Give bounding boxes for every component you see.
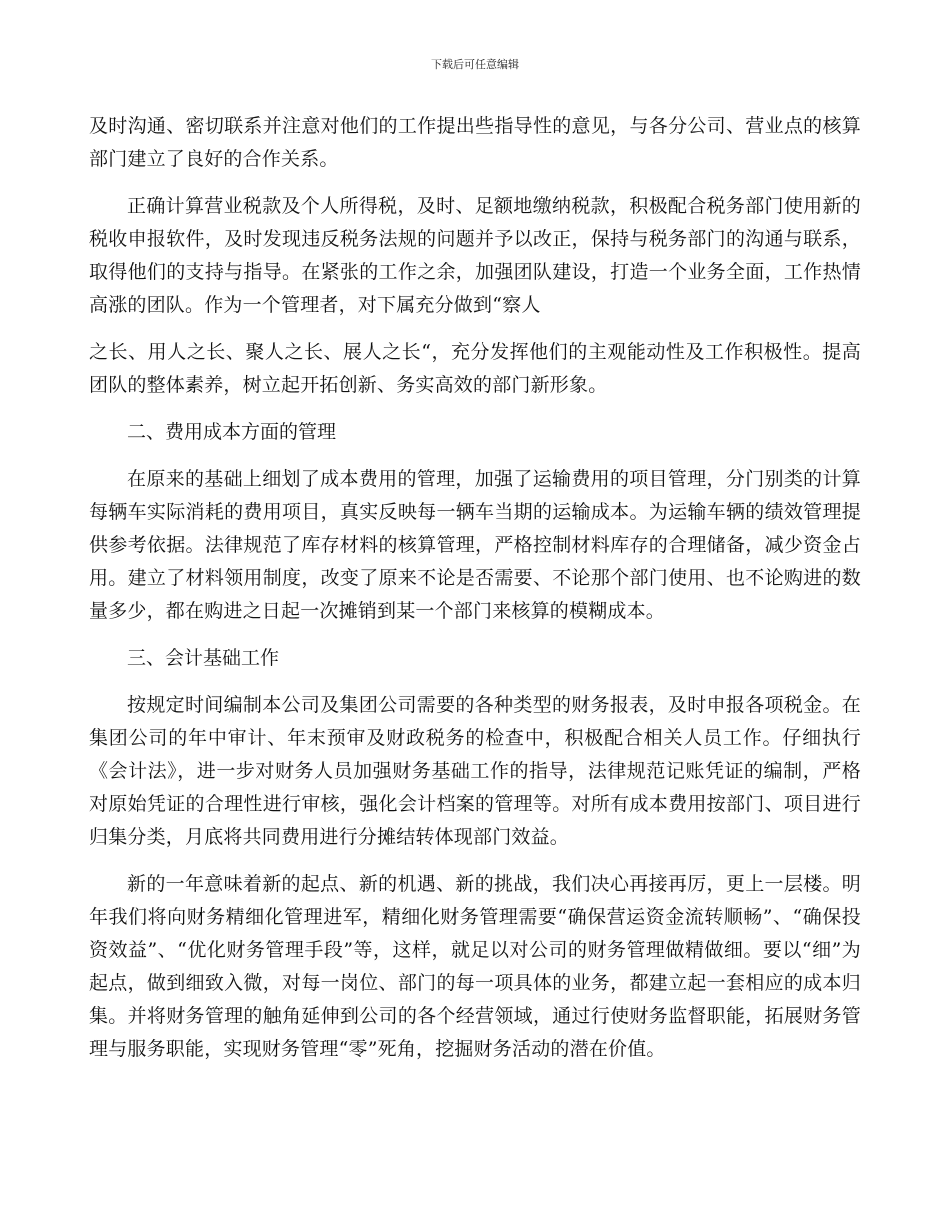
paragraph-team: 之长、用人之长、聚人之长、展人之长“，充分发挥他们的主观能动性及工作积极性。提高团队的整体素养，树立起开拓创新、务实高效的部门新形象。 <box>89 341 861 396</box>
page-header: 下载后可任意编辑 <box>431 58 519 71</box>
paragraph-outlook: 新的一年意味着新的起点、新的机遇、新的挑战，我们决心再接再厉，更上一层楼。明年我们将向财务精细化管理进军，精细化财务管理需要“确保营运资金流转顺畅”、“确保投资效益”、“优化财务管理手段”等，这样，就足以对公司的财务管理做精做细。要以“细”为起点，做到细致入微，对每一岗位、部门的每一项具体的业务，都建立起一套相应的成本归集。并将财务管理的触角延伸到公司的各个经营领域，通过行使财务监督职能，拓展财务管理与服务职能，实现财务管理“零”死角，挖掘财务活动的潜在价值。 <box>89 873 861 1060</box>
section-heading-accounting: 三、会计基础工作 <box>127 647 280 669</box>
section-heading-cost: 二、费用成本方面的管理 <box>127 421 337 443</box>
paragraph-cost: 在原来的基础上细划了成本费用的管理，加强了运输费用的项目管理，分门别类的计算每辆车实际消耗的费用项目，真实反映每一辆车当期的运输成本。为运输车辆的绩效管理提供参考依据。法律规范了库存材料的核算管理，严格控制材料库存的合理储备，减少资金占用。建立了材料领用制度，改变了原来不论是否需要、不论那个部门使用、也不论购进的数量多少，都在购进之日起一次摊销到某一个部门来核算的模糊成本。 <box>89 468 861 622</box>
paragraph-accounting: 按规定时间编制本公司及集团公司需要的各种类型的财务报表，及时申报各项税金。在集团公司的年中审计、年末预审及财政税务的检查中，积极配合相关人员工作。仔细执行《会计法》，进一步对财务人员加强财务基础工作的指导，法律规范记账凭证的编制，严格对原始凭证的合理性进行审核，强化会计档案的管理等。对所有成本费用按部门、项目进行归集分类，月底将共同费用进行分摊结转体现部门效益。 <box>89 694 861 848</box>
paragraph-tax: 正确计算营业税款及个人所得税，及时、足额地缴纳税款，积极配合税务部门使用新的税收申报软件，及时发现违反税务法规的问题并予以改正，保持与税务部门的沟通与联系，取得他们的支持与指导。在紧张的工作之余，加强团队建设，打造一个业务全面，工作热情高涨的团队。作为一个管理者，对下属充分做到“察人 <box>89 195 861 316</box>
document-body <box>89 110 861 1080</box>
paragraph-continuation: 及时沟通、密切联系并注意对他们的工作提出些指导性的意见，与各分公司、营业点的核算部门建立了良好的合作关系。 <box>89 115 861 170</box>
